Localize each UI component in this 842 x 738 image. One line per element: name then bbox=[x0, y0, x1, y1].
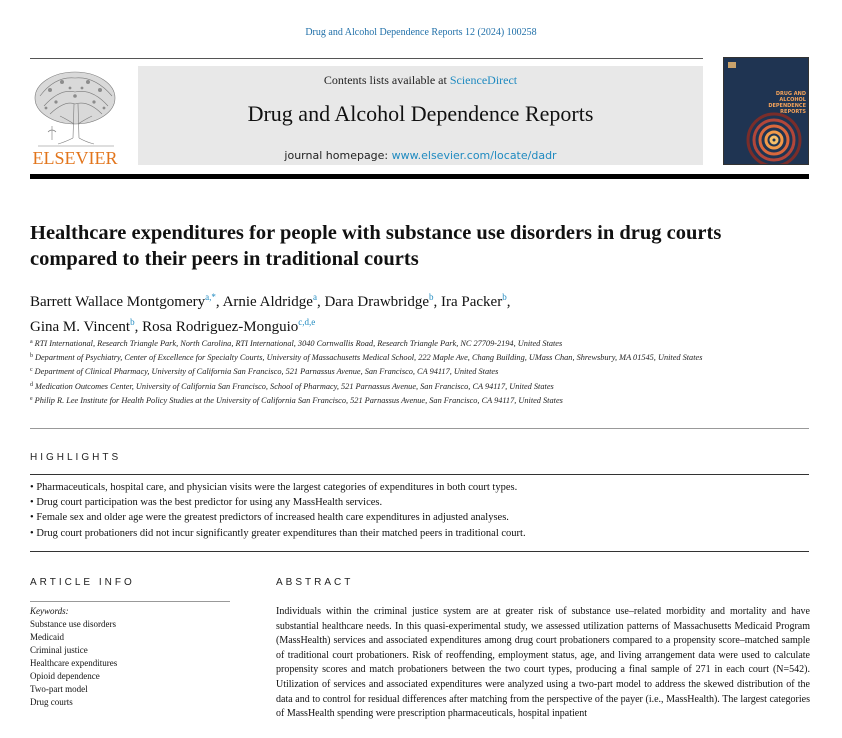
author-affiliation-mark[interactable]: c,d,e bbox=[298, 317, 316, 327]
abstract-text: Individuals within the criminal justice system are at greater risk of substance use–related morbidity and mortality and have substantial healthcare needs. In this quasi-experimental study, we assessed utilization patterns of Massachusetts Medicaid Program (MassHealth) services and associated expenditures among drug court probationers compared to a propensity score–matched sample of traditional court probationers. Risk of reoffending, employment status, age, and living arrangement data were used to calculate propensity scores and match probationers between the two court types, producing a final sample of 271 in each court (N=542). Utilization of services and associated expenditures were analyzed using a two-part model to address the skewed distribution of the data and to control for residual differences after matching from the perspective of the payer (i.e., MassHealth). The largest categories of MassHealth spending were prescription pharmaceuticals, hospital inpatient bbox=[276, 606, 810, 720]
journal-title: Drug and Alcohol Dependence Reports bbox=[247, 101, 594, 126]
cover-title: DRUG AND ALCOHOL DEPENDENCE REPORTS bbox=[768, 91, 806, 115]
highlights-heading: HIGHLIGHTS bbox=[30, 452, 122, 463]
author[interactable]: Ira Packer$^b$ bbox=[441, 292, 507, 310]
affiliation: $^e$ Philip R. Lee Institute for Health Policy Studies at the University of California San Francisco, 521 Parnassus Avenue, San Francisco, CA 94117, United States bbox=[30, 395, 563, 405]
header-rule bbox=[30, 58, 703, 59]
keyword[interactable]: Substance use disorders bbox=[30, 619, 116, 629]
abstract-heading: ABSTRACT bbox=[276, 577, 354, 588]
divider bbox=[30, 601, 230, 602]
author-affiliation-mark[interactable]: a bbox=[312, 292, 317, 302]
keyword[interactable]: Drug courts bbox=[30, 697, 73, 707]
article-info-heading: ARTICLE INFO bbox=[30, 577, 135, 588]
affiliation: $^c$ Department of Clinical Pharmacy, University of California San Francisco, 521 Parnassus Avenue, San Francisco, CA 94117, United States bbox=[30, 367, 499, 377]
affiliation: $^a$ RTI International, Research Triangle Park, North Carolina, RTI International, 3040 Cornwallis Road, Research Triangle Park, NC 27709-2194, United States bbox=[30, 339, 563, 348]
keyword[interactable]: Medicaid bbox=[30, 632, 64, 642]
divider bbox=[30, 551, 809, 552]
journal-citation[interactable]: Drug and Alcohol Dependence Reports 12 (2024) 100258 bbox=[305, 27, 537, 38]
highlight-item: • Drug court participation was the best predictor for using any MassHealth services. bbox=[30, 497, 383, 509]
divider bbox=[30, 474, 809, 475]
keywords-label: Keywords: bbox=[30, 606, 69, 616]
author[interactable]: Gina M. Vincent$^b$ bbox=[30, 317, 135, 335]
masthead-bottom-rule bbox=[30, 174, 809, 179]
author-list: Barrett Wallace Montgomery$^{a,*}$, Arnie Aldridge$^a$, Dara Drawbridge$^b$, Ira Packer$^b$, Gina M. Vincent$^b$, Rosa Rodriguez-Monguio$^{c,d,e}$ bbox=[30, 292, 511, 335]
article-title: Healthcare expenditures for people with substance use disorders in drug courts compared to their peers in traditional courts bbox=[30, 222, 722, 270]
elsevier-wordmark[interactable]: ELSEVIER bbox=[32, 148, 118, 168]
author[interactable]: Arnie Aldridge$^a$ bbox=[222, 292, 317, 310]
author-affiliation-mark[interactable]: a,* bbox=[205, 292, 216, 302]
author-affiliation-mark[interactable]: b bbox=[130, 317, 135, 327]
highlight-item: • Drug court probationers did not incur significantly greater expenditures than their matched peers in traditional court. bbox=[30, 527, 526, 539]
affiliation: $^b$ Department of Psychiatry, Center of Excellence for Specialty Courts, University of Massachusetts Medical School, 222 Maple Ave, Chang Building, UMass Chan, Shrewsbury, MA 01545, United States bbox=[30, 353, 703, 363]
keyword[interactable]: Criminal justice bbox=[30, 645, 88, 655]
journal-masthead bbox=[138, 66, 703, 165]
divider bbox=[30, 428, 809, 429]
author[interactable]: Dara Drawbridge$^b$ bbox=[324, 292, 434, 310]
highlights-list bbox=[30, 480, 809, 541]
highlight-item: • Female sex and older age were the greatest predictors of increased health care expenditures in adjusted analyses. bbox=[30, 512, 509, 524]
contents-line bbox=[138, 73, 703, 88]
sciencedirect-link[interactable]: ScienceDirect bbox=[449, 73, 518, 87]
keyword[interactable]: Two-part model bbox=[30, 684, 88, 694]
author[interactable]: Barrett Wallace Montgomery$^{a,*}$ bbox=[30, 292, 216, 310]
keyword[interactable]: Opioid dependence bbox=[30, 671, 100, 681]
author-affiliation-mark[interactable]: b bbox=[429, 292, 434, 302]
keywords-section bbox=[30, 605, 230, 709]
highlight-item: • Pharmaceuticals, hospital care, and physician visits were the largest categories of expenditures in both court types. bbox=[30, 482, 518, 493]
author-affiliation-mark[interactable]: b bbox=[502, 292, 507, 302]
homepage-prefix: journal homepage: bbox=[284, 149, 392, 162]
affiliation: $^d$ Medication Outcomes Center, University of California San Francisco, School of Pharmacy, 521 Parnassus Avenue, San Francisco, CA 94117, United States bbox=[30, 381, 554, 391]
homepage-line bbox=[138, 149, 703, 162]
keyword[interactable]: Healthcare expenditures bbox=[30, 658, 118, 668]
journal-cover-thumbnail[interactable] bbox=[723, 57, 809, 165]
journal-homepage-link[interactable]: www.elsevier.com/locate/dadr bbox=[391, 149, 557, 162]
author[interactable]: Rosa Rodriguez-Monguio$^{c,d,e}$ bbox=[142, 317, 316, 335]
contents-prefix: Contents lists available at bbox=[323, 73, 450, 87]
affiliation-list bbox=[30, 336, 800, 407]
